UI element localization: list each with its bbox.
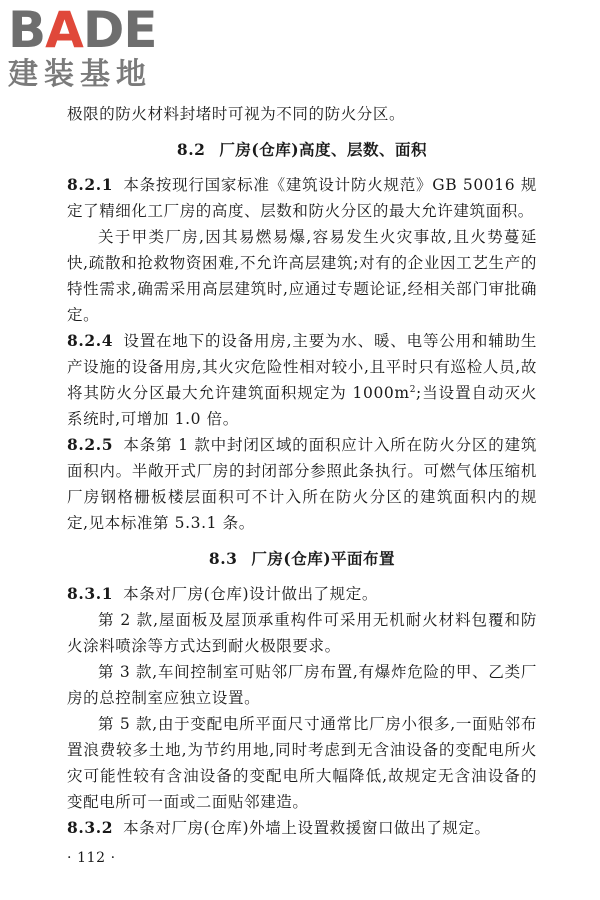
section-heading-8-3: 8.3 厂房(仓库)平面布置 bbox=[208, 549, 396, 568]
clause-8-2-5: 8.2.5 本条第 1 款中封闭区域的面积应计入所在防火分区的建筑面积内。半敞开式厂房的封闭部分参照此条执行。可燃气体压缩机厂房钢格栅板楼层面积可不计入所在防火分区的建筑面积内的规定,见本标准第 5.3.1 条。 bbox=[67, 435, 537, 532]
clause-number: 8.2.4 bbox=[67, 331, 114, 350]
brand-logo bbox=[8, 1, 178, 96]
clause-number: 8.3.2 bbox=[67, 818, 114, 837]
logo-wordmark: BADE bbox=[8, 1, 157, 59]
clause-8-3-1-item-5: 第 5 款,由于变配电所平面尺寸通常比厂房小很多,一面贴邻布置浪费较多土地,为节约用地,同时考虑到无含油设备的变配电所火灾可能性较有含油设备的变配电所大幅降低,故规定无含油设备的变配电所可一面或二面贴邻建造。 bbox=[67, 715, 537, 811]
document-body bbox=[67, 101, 537, 871]
logo-accent-letter: A bbox=[45, 1, 83, 59]
clause-8-3-2: 8.3.2 本条对厂房(仓库)外墙上设置救援窗口做出了规定。 bbox=[67, 818, 491, 837]
page-number: · 112 · bbox=[67, 850, 116, 866]
section-heading-8-2: 8.2 厂房(仓库)高度、层数、面积 bbox=[176, 140, 428, 159]
logo-subtitle: 建装基地 bbox=[8, 57, 152, 92]
clause-8-3-1-item-2: 第 2 款,屋面板及屋顶承重构件可采用无机耐火材料包覆和防火涂料喷涂等方式达到耐火极限要求。 bbox=[67, 611, 537, 655]
clause-8-3-1: 8.3.1 本条对厂房(仓库)设计做出了规定。 bbox=[67, 584, 378, 603]
clause-number: 8.2.1 bbox=[67, 175, 114, 194]
clause-8-2-4: 8.2.4 设置在地下的设备用房,主要为水、暖、电等公用和辅助生产设施的设备用房,其火灾危险性相对较小,且平时只有巡检人员,故将其防火分区最大允许建筑面积规定为 $1000m^2$;当设置自动灭火系统时,可增加 1.0 倍。 bbox=[67, 331, 537, 428]
clause-number: 8.3.1 bbox=[67, 584, 114, 603]
clause-8-2-1-paragraph: 关于甲类厂房,因其易燃易爆,容易发生火灾事故,且火势蔓延快,疏散和抢救物资困难,不允许高层建筑;对有的企业因工艺生产的特性需求,确需采用高层建筑时,应通过专题论证,经相关部门审批确定。 bbox=[67, 228, 537, 324]
clause-number: 8.2.5 bbox=[67, 435, 114, 454]
clause-8-2-1: 8.2.1 本条按现行国家标准《建筑设计防火规范》GB 50016 规定了精细化工厂房的高度、层数和防火分区的最大允许建筑面积。 bbox=[67, 175, 537, 220]
lead-paragraph: 极限的防火材料封堵时可视为不同的防火分区。 bbox=[67, 105, 406, 123]
clause-8-3-1-item-3: 第 3 款,车间控制室可贴邻厂房布置,有爆炸危险的甲、乙类厂房的总控制室应独立设置。 bbox=[67, 663, 537, 707]
